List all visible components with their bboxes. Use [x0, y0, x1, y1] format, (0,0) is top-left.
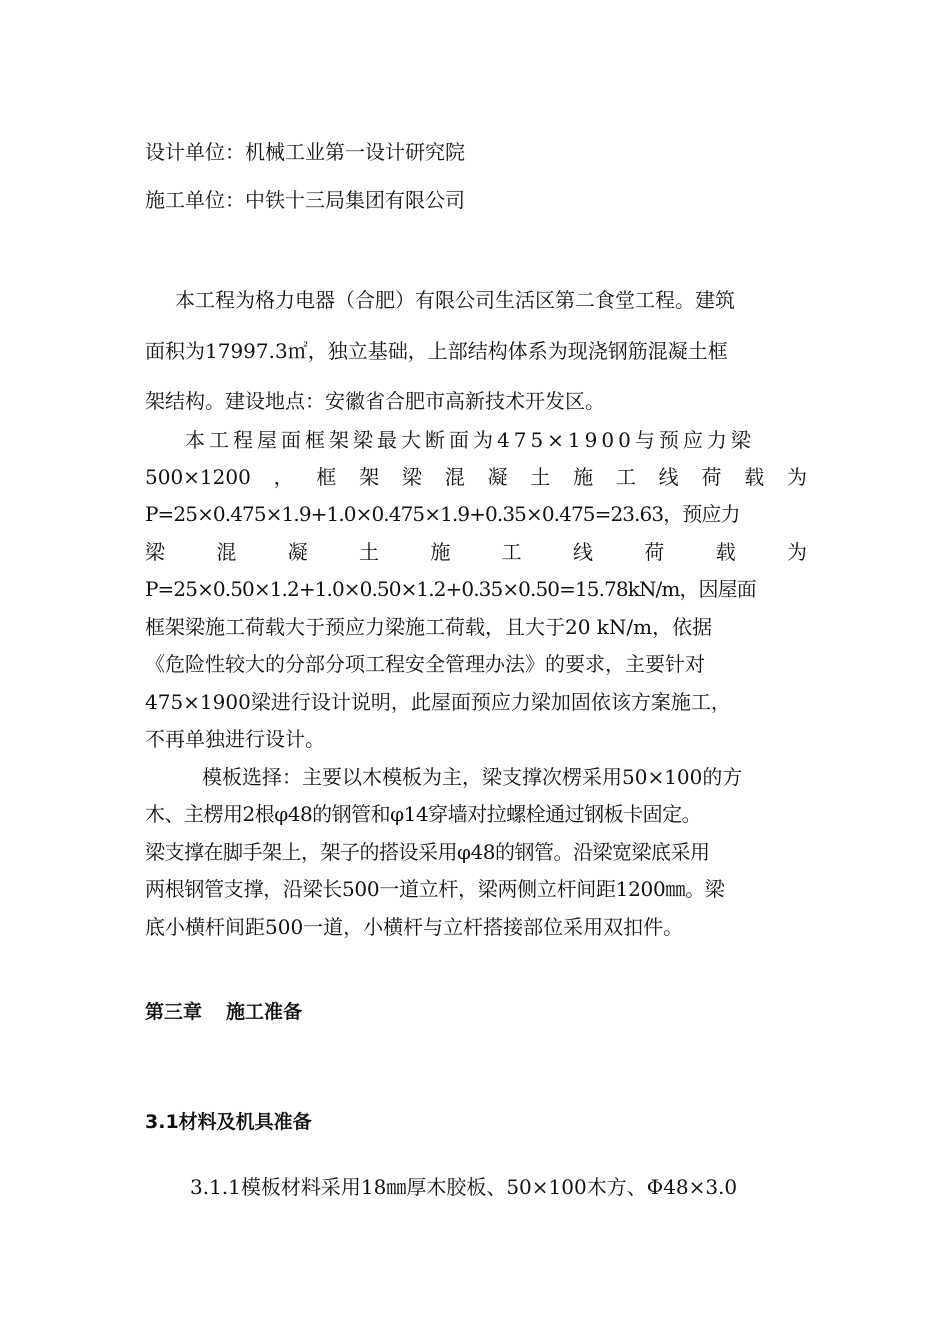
load-word: 施	[430, 540, 451, 564]
load-line-8: 475×1900梁进行设计说明，此屋面预应力梁加固依该方案施工，	[145, 690, 731, 714]
chapter-title: 施工准备	[226, 1001, 303, 1023]
load-word: 梁	[145, 540, 165, 564]
load-word: 架	[359, 465, 380, 489]
overview-line-3: 架结构。建设地点：安徽省合肥市高新技术开发区。	[145, 389, 605, 413]
load-word: 土	[358, 540, 379, 564]
formwork-line-3: 梁支撑在脚手架上，架子的搭设采用φ48的钢管。沿梁宽梁底采用	[145, 840, 710, 864]
load-word: 工	[501, 540, 522, 564]
formwork-line-4: 两根钢管支撑，沿梁长500一道立杆，梁两侧立杆间距1200㎜。梁	[145, 877, 725, 901]
construction-unit-line: 施工单位：中铁十三局集团有限公司	[145, 188, 465, 212]
load-word: 载	[715, 540, 736, 564]
load-word: 荷	[701, 465, 722, 489]
load-word: 荷	[644, 540, 665, 564]
load-word: 凝	[487, 465, 508, 489]
load-line-4	[145, 538, 807, 566]
overview-line-2: 面积为17997.3㎡，独立基础，上部结构体系为现浇钢筋混凝土框	[145, 339, 728, 363]
design-unit-line: 设计单位：机械工业第一设计研究院	[145, 140, 465, 164]
load-word: 梁	[401, 465, 422, 489]
load-word: 线	[658, 465, 679, 489]
load-line-7: 《危险性较大的分部分项工程安全管理办法》的要求，主要针对	[145, 652, 705, 676]
load-word: 施	[573, 465, 594, 489]
load-word: 载	[744, 465, 765, 489]
load-word: 为	[787, 465, 807, 489]
load-word: ，	[273, 465, 294, 489]
formwork-line-5: 底小横杆间距500一道，小横杆与立杆搭接部位采用双扣件。	[145, 915, 684, 939]
load-word: 500×1200	[145, 465, 251, 489]
load-word: 混	[444, 465, 465, 489]
chapter-number: 第三章	[145, 1001, 203, 1023]
load-word: 为	[786, 540, 807, 564]
load-word: 凝	[287, 540, 308, 564]
load-line-2	[145, 463, 807, 491]
clause-line-1: 3.1.1模板材料采用18㎜厚木胶板、50×100木方、Φ48×3.0	[190, 1175, 738, 1199]
chapter-heading	[145, 998, 302, 1026]
load-line-6: 框架梁施工荷载大于预应力梁施工荷载，且大于20 kN/m，依据	[145, 615, 713, 639]
load-line-1: 本工程屋面框架梁最大断面为475×1900与预应力梁	[185, 428, 755, 452]
load-line-9: 不再单独进行设计。	[145, 727, 325, 751]
load-word: 工	[615, 465, 636, 489]
formwork-line-1: 模板选择：主要以木模板为主，梁支撑次楞采用50×100的方	[202, 765, 743, 789]
formwork-line-2: 木、主楞用2根φ48的钢管和φ14穿墙对拉螺栓通过钢板卡固定。	[145, 802, 702, 826]
section-heading: 3.1材料及机具准备	[145, 1111, 312, 1133]
load-word: 混	[216, 540, 237, 564]
load-line-5: P=25×0.50×1.2+1.0×0.50×1.2+0.35×0.50=15.78kN/m，因屋面	[145, 577, 756, 601]
overview-line-1: 本工程为格力电器（合肥）有限公司生活区第二食堂工程。建筑	[175, 288, 735, 312]
load-word: 框	[316, 465, 337, 489]
load-word: 线	[572, 540, 593, 564]
load-word: 土	[530, 465, 551, 489]
load-line-3: P=25×0.475×1.9+1.0×0.475×1.9+0.35×0.475=23.63，预应力	[145, 502, 740, 526]
